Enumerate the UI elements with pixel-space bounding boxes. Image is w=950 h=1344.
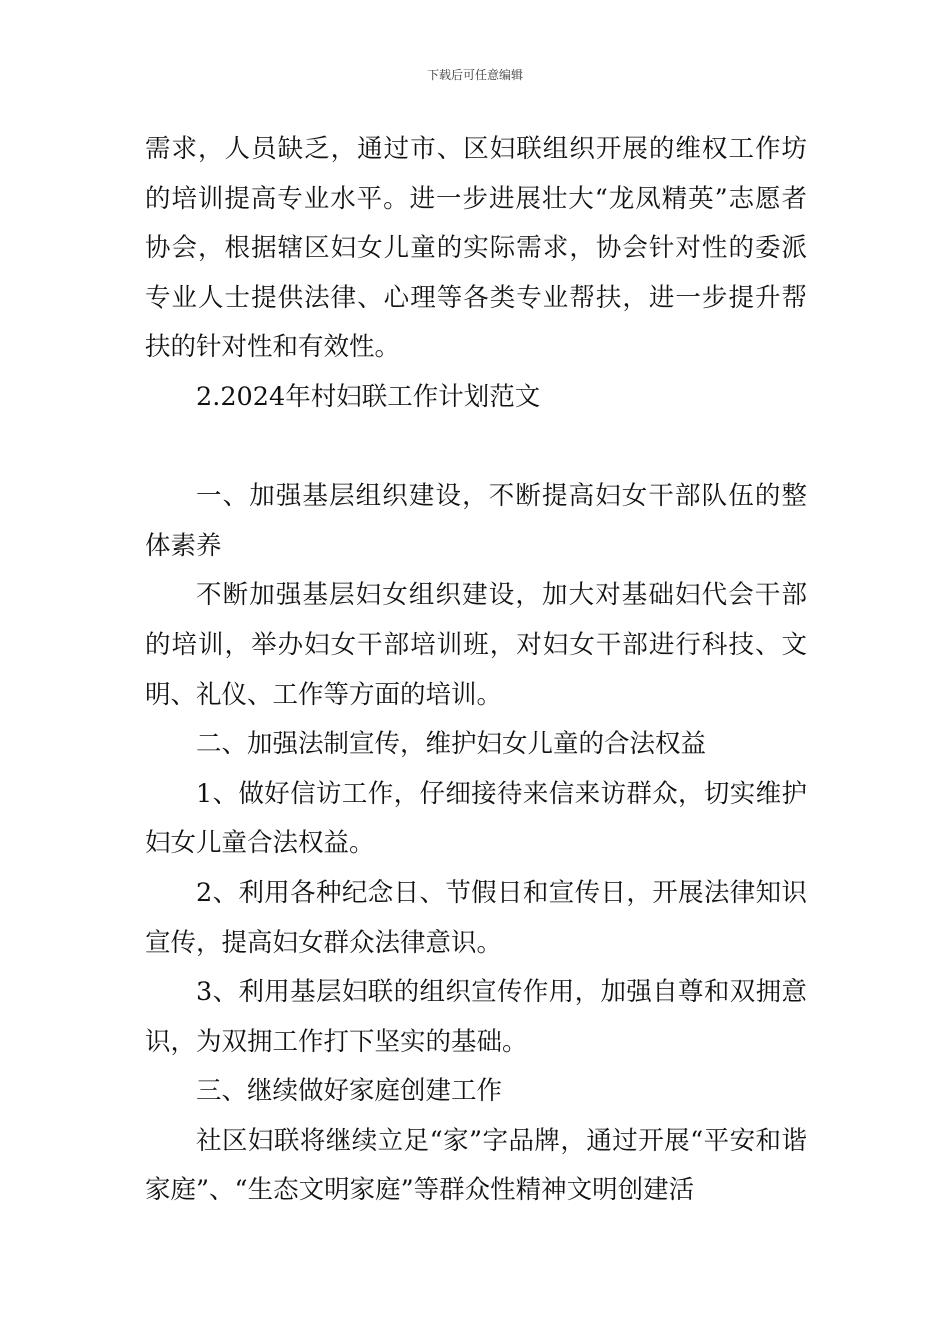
paragraph-training: 不断加强基层妇女组织建设，加大对基础妇代会干部的培训，举办妇女干部培训班，对妇女干部进行科技、文明、礼仪、工作等方面的培训。 — [145, 580, 807, 710]
section-title: 2.2024年村妇联工作计划范文 — [196, 381, 541, 412]
page-header-note: 下载后可任意编辑 — [426, 68, 523, 82]
blank-line — [145, 423, 807, 473]
paragraph-family-creation: 社区妇联将继续立足“家”字品牌，通过开展“平安和谐家庭”、“生态文明家庭”等群众性精神文明创建活 — [145, 1125, 807, 1206]
list-item-double-support: 3、利用基层妇联的组织宣传作用，加强自尊和双拥意识，为双拥工作打下坚实的基础。 — [145, 977, 807, 1057]
heading-two: 二、加强法制宣传，维护妇女儿童的合法权益 — [196, 729, 707, 760]
heading-one: 一、加强基层组织建设，不断提高妇女干部队伍的整体素养 — [145, 481, 807, 561]
list-item-petitions: 1、做好信访工作，仔细接待来信来访群众，切实维护妇女儿童合法权益。 — [145, 778, 807, 859]
paragraph-continuation: 需求，人员缺乏，通过市、区妇联组织开展的维权工作坊的培训提高专业水平。进一步进展壮大“龙凤精英”志愿者协会，根据辖区妇女儿童的实际需求，协会针对性的委派专业人士提供法律、心理等各类专业帮扶，进一步提升帮扶的针对性和有效性。 — [145, 134, 807, 363]
document-body — [145, 125, 807, 1216]
list-item-legal-awareness: 2、利用各种纪念日、节假日和宣传日，开展法律知识宣传，提高妇女群众法律意识。 — [145, 877, 807, 958]
heading-three: 三、继续做好家庭创建工作 — [196, 1076, 503, 1107]
